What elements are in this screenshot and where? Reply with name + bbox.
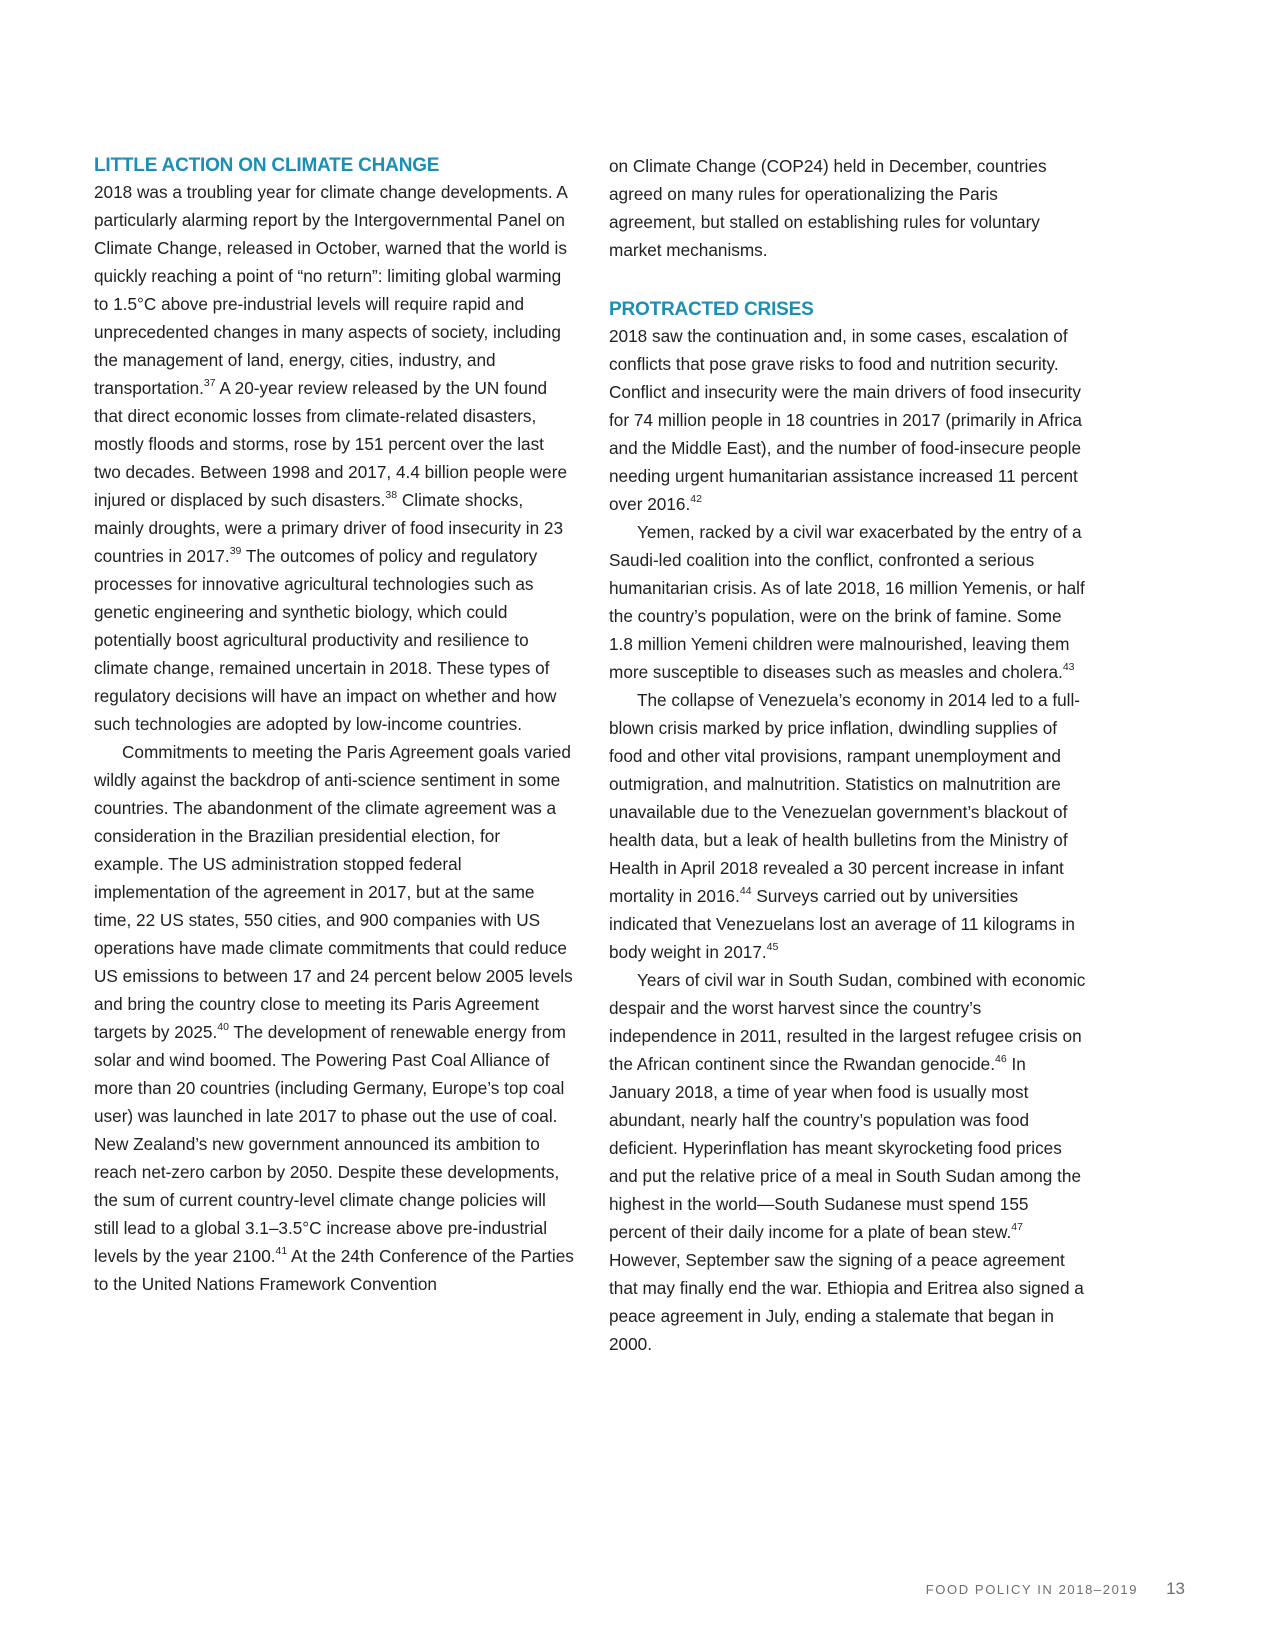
- page-footer: [926, 1579, 1185, 1599]
- left-column: [94, 148, 574, 1298]
- running-footer-title: FOOD POLICY IN 2018–2019: [925, 1582, 1139, 1597]
- text-run: Years of civil war in South Sudan, combined with economic despair and the worst harvest since the country’s independence in 2011, resulted in the largest refugee crisis on the African continent since the Rwandan genocide.: [609, 970, 1086, 1074]
- footnote-ref[interactable]: 43: [1062, 661, 1075, 674]
- text-run: 2018 saw the continuation and, in some cases, escalation of conflicts that pose grave risks to food and nutrition security. Conflict and insecurity were the main drivers of food insecurity for 74 million people in 18 countries in 2017 (primarily in Africa and the Middle East), and the number of food-insecure people needing urgent humanitarian assistance increased 11 percent over 2016.: [609, 326, 1082, 514]
- paragraph-climate-1: [94, 178, 574, 738]
- paragraph-climate-2: [94, 738, 574, 1298]
- page-number: 13: [1166, 1579, 1185, 1598]
- text-run: 2018 was a troubling year for climate change developments. A particularly alarming report by the Intergovernmental Panel on Climate Change, released in October, warned that the world is quickly reaching a point of “no return”: limiting global warming to 1.5°C above pre-industrial levels will require rapid and unprecedented changes in many aspects of society, including the management of land, energy, cities, industry, and transportation.: [94, 182, 567, 398]
- section-heading-climate: LITTLE ACTION ON CLIMATE CHANGE: [94, 155, 440, 176]
- right-column: [609, 148, 1089, 1358]
- footnote-ref[interactable]: 45: [766, 941, 779, 954]
- footnote-ref[interactable]: 44: [739, 885, 752, 898]
- text-run: Surveys carried out by universities indicated that Venezuelans lost an average of 11 kilograms in body weight in 2017.: [609, 886, 1075, 962]
- paragraph-south-sudan: [609, 966, 1089, 1358]
- footnote-ref[interactable]: 37: [203, 377, 216, 390]
- paragraph-yemen: [609, 518, 1089, 686]
- footnote-ref[interactable]: 47: [1011, 1221, 1023, 1234]
- paragraph-crises-1: [609, 322, 1089, 518]
- text-run: The outcomes of policy and regulatory processes for innovative agricultural technologies such as genetic engineering and synthetic biology, which could potentially boost agricultural productivity and resilience to climate change, remained uncertain in 2018. These types of regulatory decisions will have an impact on whether and how such technologies are adopted by low-income countries.: [94, 546, 557, 734]
- footnote-ref[interactable]: 38: [385, 489, 398, 502]
- footnote-ref[interactable]: 41: [275, 1245, 288, 1258]
- section-heading-crises: PROTRACTED CRISES: [609, 299, 814, 320]
- footnote-ref[interactable]: 46: [995, 1053, 1007, 1066]
- footnote-ref[interactable]: 39: [229, 545, 242, 558]
- text-run: The development of renewable energy from solar and wind boomed. The Powering Past Coal Alliance of more than 20 countries (including Germany, Europe’s top coal user) was launched in late 2017 to phase out the use of coal. New Zealand’s new government announced its ambition to reach net-zero carbon by 2050. Despite these developments, the sum of current country-level climate change policies will still lead to a global 3.1–3.5°C increase above pre-industrial levels by the year 2100.: [94, 1022, 566, 1266]
- text-run: Commitments to meeting the Paris Agreement goals varied wildly against the backdrop of anti-science sentiment in some countries. The abandonment of the climate agreement was a consideration in the Brazilian presidential election, for example. The US administration stopped federal implementation of the agreement in 2017, but at the same time, 22 US states, 550 cities, and 900 companies with US operations have made climate commitments that could reduce US emissions to between 17 and 24 percent below 2005 levels and bring the country close to meeting its Paris Agreement targets by 2025.: [94, 742, 573, 1042]
- section-spacer: [609, 264, 1089, 292]
- text-run: In January 2018, a time of year when food is usually most abundant, nearly half the country’s population was food deficient. Hyperinflation has meant skyrocketing food prices and put the relative price of a meal in South Sudan among the highest in the world—South Sudanese must spend 155 percent of their daily income for a plate of bean stew.: [609, 1054, 1082, 1242]
- footnote-ref[interactable]: 40: [217, 1021, 229, 1034]
- text-run: Climate shocks, mainly droughts, were a primary driver of food insecurity in 23 countries in 2017.: [94, 490, 564, 566]
- paragraph-venezuela: [609, 686, 1089, 966]
- footnote-ref[interactable]: 42: [690, 493, 702, 506]
- text-run: A 20-year review released by the UN found that direct economic losses from climate-related disasters, mostly floods and storms, rose by 151 percent over the last two decades. Between 1998 and 2017, 4.4 billion people were injured or displaced by such disasters.: [94, 378, 568, 510]
- text-run: Yemen, racked by a civil war exacerbated by the entry of a Saudi-led coalition into the conflict, confronted a serious humanitarian crisis. As of late 2018, 16 million Yemenis, or half the country’s population, were on the brink of famine. Some 1.8 million Yemeni children were malnourished, leaving them more susceptible to diseases such as measles and cholera.: [609, 522, 1085, 682]
- text-run: However, September saw the signing of a peace agreement that may finally end the war. Ethiopia and Eritrea also signed a peace agreement in July, ending a stalemate that began in 2000.: [609, 1250, 1084, 1354]
- paragraph-cop24-continuation: on Climate Change (COP24) held in December, countries agreed on many rules for operationalizing the Paris agreement, but stalled on establishing rules for voluntary market mechanisms.: [609, 156, 1047, 260]
- text-run: At the 24th Conference of the Parties to the United Nations Framework Convention: [94, 1246, 574, 1294]
- text-run: The collapse of Venezuela’s economy in 2014 led to a full-blown crisis marked by price inflation, dwindling supplies of food and other vital provisions, rampant unemployment and outmigration, and malnutrition. Statistics on malnutrition are unavailable due to the Venezuelan government’s blackout of health data, but a leak of health bulletins from the Ministry of Health in April 2018 revealed a 30 percent increase in infant mortality in 2016.: [609, 690, 1081, 906]
